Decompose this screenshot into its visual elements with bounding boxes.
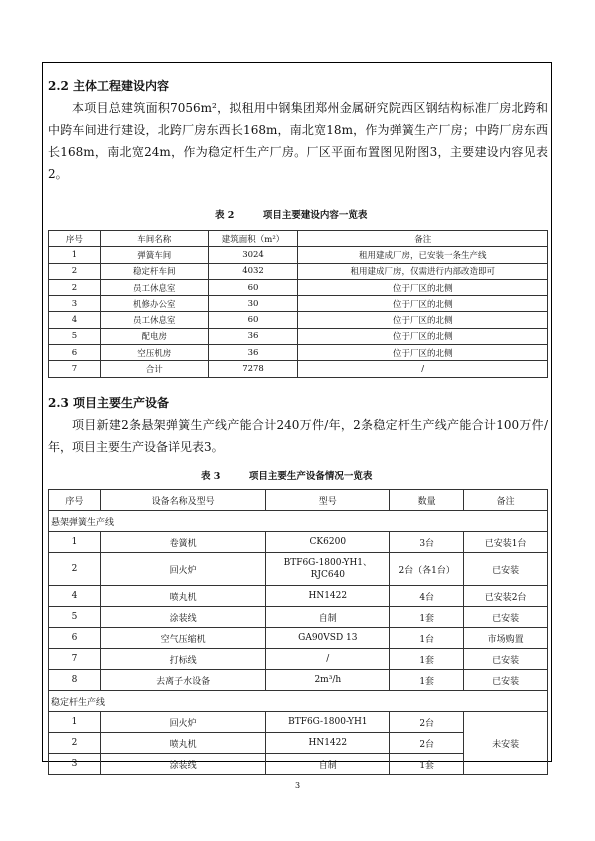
table-row xyxy=(49,553,548,586)
content-frame xyxy=(42,62,552,771)
table-row xyxy=(49,361,548,377)
table-row xyxy=(49,279,548,295)
table-cell: 市场购置 xyxy=(464,628,548,649)
table-row xyxy=(49,586,548,607)
table-cell: 喷丸机 xyxy=(100,586,266,607)
table-cell: 位于厂区的北侧 xyxy=(298,328,548,344)
table-row xyxy=(49,712,548,733)
table-row xyxy=(49,312,548,328)
table-cell: 4 xyxy=(49,312,101,328)
table-row xyxy=(49,532,548,553)
table-cell: 回火炉 xyxy=(100,553,266,586)
table-cell: 3台 xyxy=(390,532,464,553)
table-cell: 喷丸机 xyxy=(100,733,266,754)
table-cell: 4台 xyxy=(390,586,464,607)
table-2-caption: 表 2 项目主要建设内容一览表 xyxy=(215,210,368,221)
table-cell: CK6200 xyxy=(266,532,390,553)
table-cell: 1套 xyxy=(390,649,464,670)
table-cell: 3 xyxy=(49,754,101,775)
table-cell: 租用建成厂房，已安装一条生产线 xyxy=(298,247,548,263)
table-cell: 位于厂区的北侧 xyxy=(298,296,548,312)
table-cell: 已安装1台 xyxy=(464,532,548,553)
table-row xyxy=(49,296,548,312)
table-cell: 36 xyxy=(208,345,298,361)
table-cell: 5 xyxy=(49,607,101,628)
table-header-row xyxy=(49,490,548,511)
table-cell: 3 xyxy=(49,296,101,312)
table-cell: 1 xyxy=(49,532,101,553)
table-cell: 去离子水设备 xyxy=(100,670,266,691)
table-cell: 1 xyxy=(49,247,101,263)
table-section-row xyxy=(49,691,548,712)
section-heading-main-construction: 2.2 主体工程建设内容 xyxy=(48,79,170,93)
table-cell: 2 xyxy=(49,553,101,586)
table-cell: 2 xyxy=(49,263,101,279)
table-cell: 3024 xyxy=(208,247,298,263)
table-cell: 已安装 xyxy=(464,607,548,628)
table-cell: 2台 xyxy=(390,712,464,733)
table-cell: 打标线 xyxy=(100,649,266,670)
table-cell: 7 xyxy=(49,649,101,670)
table-cell: 2台（各1台） xyxy=(390,553,464,586)
table-row xyxy=(49,649,548,670)
table-cell: 位于厂区的北侧 xyxy=(298,312,548,328)
table-cell: 4 xyxy=(49,586,101,607)
table-cell: 已安装 xyxy=(464,670,548,691)
table-cell: 2m³/h xyxy=(266,670,390,691)
table-cell: 1台 xyxy=(390,628,464,649)
table-3-caption: 表 3 项目主要生产设备情况一览表 xyxy=(201,471,373,482)
section-heading-equipment: 2.3 项目主要生产设备 xyxy=(48,396,170,410)
table-cell: 已安装 xyxy=(464,553,548,586)
table-cell: 涂装线 xyxy=(100,754,266,775)
table-cell: BTF6G-1800-YH1、RJC640 xyxy=(266,553,390,586)
table-cell: 1 xyxy=(49,712,101,733)
table-cell: 配电房 xyxy=(100,328,208,344)
table-header-cell: 型号 xyxy=(266,490,390,511)
table-cell: 位于厂区的北侧 xyxy=(298,345,548,361)
table-cell: 自制 xyxy=(266,754,390,775)
table-cell: 空压机房 xyxy=(100,345,208,361)
group-note-not-installed: 未安装 xyxy=(464,712,548,775)
table-cell: 6 xyxy=(49,345,101,361)
table-row xyxy=(49,628,548,649)
table-cell: HN1422 xyxy=(266,733,390,754)
table-row xyxy=(49,263,548,279)
table-cell: BTF6G-1800-YH1 xyxy=(266,712,390,733)
table-header-cell: 序号 xyxy=(49,490,101,511)
table-row xyxy=(49,607,548,628)
table-cell: 涂装线 xyxy=(100,607,266,628)
table-cell: 7 xyxy=(49,361,101,377)
table-2 xyxy=(48,230,548,378)
table-header-cell: 车间名称 xyxy=(100,231,208,247)
table-cell: 2台 xyxy=(390,733,464,754)
table-cell: 位于厂区的北侧 xyxy=(298,279,548,295)
table-cell: 租用建成厂房，仅需进行内部改造即可 xyxy=(298,263,548,279)
table-cell: 稳定杆车间 xyxy=(100,263,208,279)
table-header-cell: 备注 xyxy=(298,231,548,247)
table-cell: HN1422 xyxy=(266,586,390,607)
table-cell: 自制 xyxy=(266,607,390,628)
table-cell: 1套 xyxy=(390,754,464,775)
table-cell: 60 xyxy=(208,312,298,328)
table-cell: 5 xyxy=(49,328,101,344)
table-cell: 7278 xyxy=(208,361,298,377)
table-cell: 36 xyxy=(208,328,298,344)
page-number: 3 xyxy=(294,781,301,790)
table-row xyxy=(49,345,548,361)
table-header-row xyxy=(49,231,548,247)
table-cell: 2 xyxy=(49,733,101,754)
table-cell: 30 xyxy=(208,296,298,312)
table-cell: GA90VSD 13 xyxy=(266,628,390,649)
table-cell: 回火炉 xyxy=(100,712,266,733)
table-cell: 员工休息室 xyxy=(100,312,208,328)
table-cell: 弹簧车间 xyxy=(100,247,208,263)
table-cell: 1套 xyxy=(390,607,464,628)
section-title-suspension-spring-line: 悬架弹簧生产线 xyxy=(49,511,548,532)
table-row xyxy=(49,247,548,263)
table-cell: 空气压缩机 xyxy=(100,628,266,649)
table-cell: 60 xyxy=(208,279,298,295)
table-row xyxy=(49,328,548,344)
table-header-cell: 序号 xyxy=(49,231,101,247)
table-header-cell: 建筑面积（m²） xyxy=(208,231,298,247)
table-cell: / xyxy=(298,361,548,377)
table-cell: 2 xyxy=(49,279,101,295)
table-header-cell: 设备名称及型号 xyxy=(100,490,266,511)
paragraph-main-construction: 本项目总建筑面积7056m²，拟租用中钢集团郑州金属研究院西区钢结构标准厂房北跨和中跨车间进行建设，北跨厂房东西长168m，南北宽18m，作为弹簧生产厂房；中跨厂房东西长168m，南北宽24m，作为稳定杆生产厂房。厂区平面布置图见附图3，主要建设内容见表2。 xyxy=(48,101,548,181)
table-cell: 已安装 xyxy=(464,649,548,670)
table-header-cell: 备注 xyxy=(464,490,548,511)
table-cell: 6 xyxy=(49,628,101,649)
section-title-stabilizer-bar-line: 稳定杆生产线 xyxy=(49,691,548,712)
table-cell: 1套 xyxy=(390,670,464,691)
table-cell: 已安装2台 xyxy=(464,586,548,607)
table-section-row xyxy=(49,511,548,532)
paragraph-equipment: 项目新建2条悬架弹簧生产线产能合计240万件/年，2条稳定杆生产线产能合计100万件/年，项目主要生产设备详见表3。 xyxy=(48,418,548,454)
table-cell: 4032 xyxy=(208,263,298,279)
table-cell: 员工休息室 xyxy=(100,279,208,295)
table-cell: 8 xyxy=(49,670,101,691)
table-cell: 机修办公室 xyxy=(100,296,208,312)
table-3 xyxy=(48,489,548,775)
table-row xyxy=(49,670,548,691)
table-cell: / xyxy=(266,649,390,670)
table-cell: 合计 xyxy=(100,361,208,377)
table-header-cell: 数量 xyxy=(390,490,464,511)
table-cell: 卷簧机 xyxy=(100,532,266,553)
